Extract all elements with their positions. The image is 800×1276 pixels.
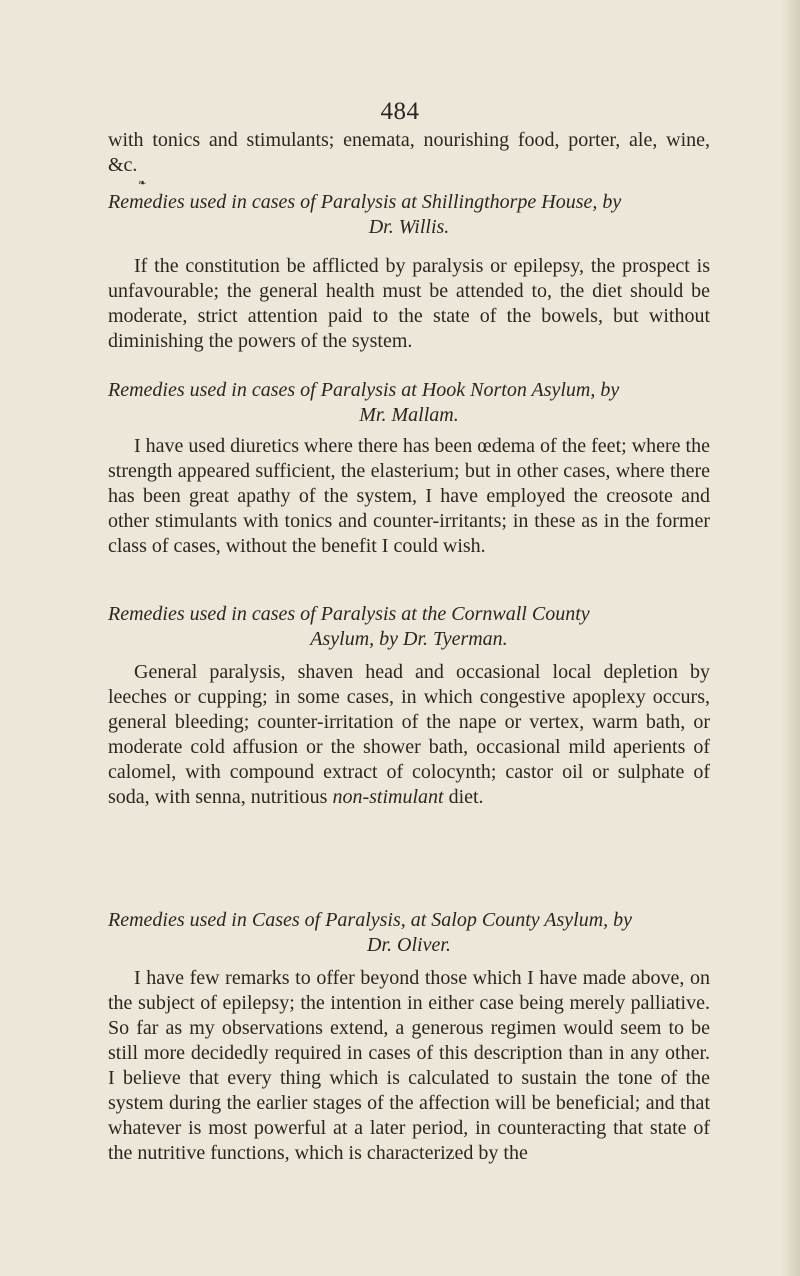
heading-line: Remedies used in cases of Paralysis at the Cornwall County xyxy=(108,603,590,625)
heading-line: Dr. Oliver. xyxy=(367,934,451,956)
section-body-tyerman xyxy=(108,660,710,810)
heading-line: Dr. Willis. xyxy=(368,216,450,238)
stray-ink-mark: ❧ xyxy=(138,178,147,189)
heading-line: Remedies used in cases of Paralysis at Shillingthorpe House, by xyxy=(108,191,622,213)
heading-line: Mr. Mallam. xyxy=(359,404,459,426)
opening-paragraph: with tonics and stimulants; enemata, nourishing food, porter, ale, wine, &c. xyxy=(108,129,710,176)
body-text: General paralysis, shaven head and occasional local depletion by leeches or cupping; in some cases, in which congestive apoplexy occurs, general bleeding; counter-irritation of the nape or vertex, warm bath, or moderate cold affusion or the shower bath, occasional mild aperients of calomel, with compound extract of colocynth; castor oil or sulphate of soda, with senna, nutritious xyxy=(108,661,710,808)
page-edge-shadow xyxy=(782,0,800,1276)
section-heading-oliver xyxy=(108,908,710,958)
section-body-mallam: I have used diuretics where there has been œdema of the feet; where the strength appeared sufficient, the elasterium; but in other cases, where there has been great apathy of the system, I have employed the creosote and other stimulants with tonics and counter-irritants; in these as in the former class of cases, without the benefit I could wish. xyxy=(108,435,710,557)
heading-line: Remedies used in cases of Paralysis at Hook Norton Asylum, by xyxy=(108,379,620,401)
heading-line: Asylum, by Dr. Tyerman. xyxy=(310,628,508,650)
section-body-willis: If the constitution be afflicted by paralysis or epilepsy, the prospect is unfavourable; the general health must be attended to, the diet should be moderate, strict attention paid to the state of the bowels, but without diminishing the powers of the system. xyxy=(108,255,710,352)
page-number: 484 xyxy=(380,98,420,125)
heading-line: Remedies used in Cases of Paralysis, at Salop County Asylum, by xyxy=(108,909,633,931)
body-end-text: diet. xyxy=(448,786,484,808)
section-heading-tyerman xyxy=(108,602,710,652)
body-italic-text: non-stimulant xyxy=(332,786,444,808)
section-body-oliver: I have few remarks to offer beyond those which I have made above, on the subject of epilepsy; the intention in either case being merely palliative. So far as my observations extend, a generous regimen would seem to be still more decidedly required in cases of this description than in any other. I believe that every thing which is calculated to sustain the tone of the system during the earlier stages of the affection will be beneficial; and that whatever is most powerful at a later period, in counteracting that state of the nutritive functions, which is characterized by the xyxy=(108,967,710,1164)
section-heading-willis xyxy=(108,190,710,240)
section-heading-mallam xyxy=(108,378,710,428)
